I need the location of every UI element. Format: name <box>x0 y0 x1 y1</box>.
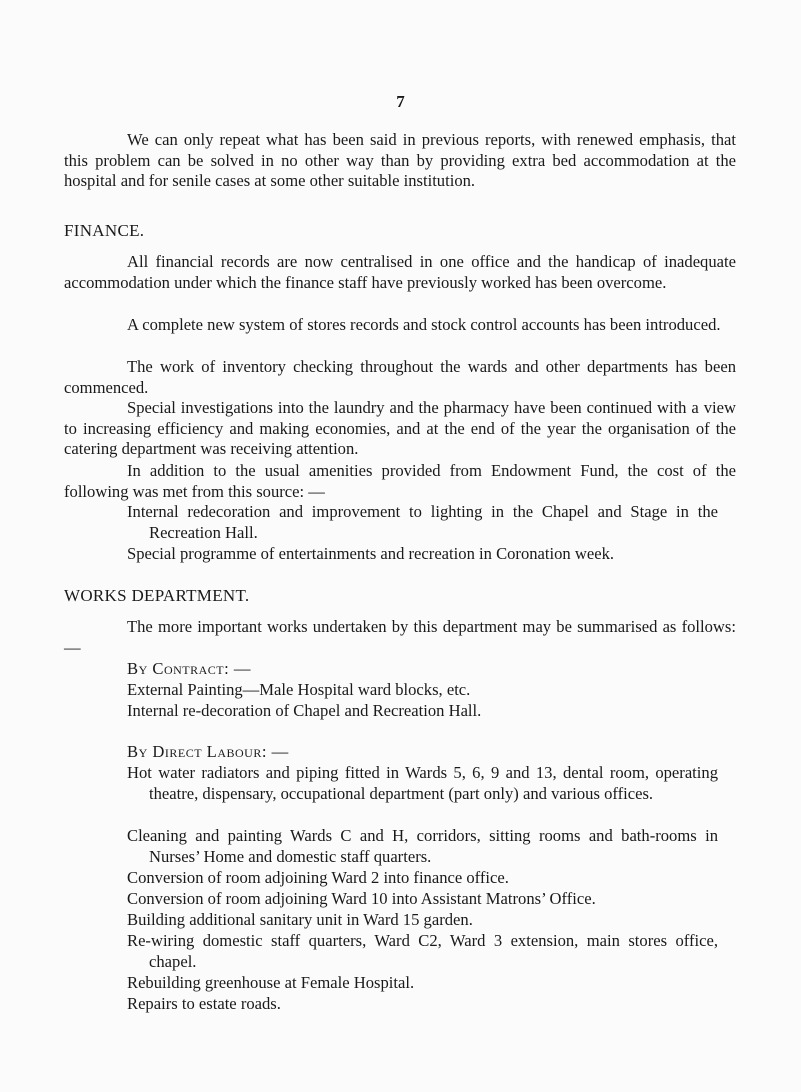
intro-paragraph: We can only repeat what has been said in previous reports, with renewed emphasis, that this problem can be solved in no other way than by providing extra bed accommodation at the hospital and for senile cases at some other suitable institution. <box>64 130 736 190</box>
finance-item-2: Special programme of entertainments and recreation in Coronation week. <box>127 544 615 563</box>
direct-item-8: Repairs to estate roads. <box>127 994 281 1013</box>
contract-item-1: External Painting—Male Hospital ward blocks, etc. <box>127 680 471 699</box>
finance-paragraph-5: In addition to the usual amenities provided from Endowment Fund, the cost of the following was met from this source: — <box>64 461 736 501</box>
direct-item-2: Cleaning and painting Wards C and H, corridors, sitting rooms and bath-rooms in Nurses’ Home and domestic staff quarters. <box>127 826 718 866</box>
finance-paragraph-3: The work of inventory checking throughout the wards and other departments has been commenced. <box>64 357 736 397</box>
direct-item-3: Conversion of room adjoining Ward 2 into finance office. <box>127 868 509 887</box>
finance-paragraph-1: All financial records are now centralised in one office and the handicap of inadequate accommodation under which the finance staff have previously worked has been overcome. <box>64 252 736 292</box>
finance-item-1: Internal redecoration and improvement to lighting in the Chapel and Stage in the Recreation Hall. <box>127 502 718 542</box>
direct-item-4: Conversion of room adjoining Ward 10 into Assistant Matrons’ Office. <box>127 889 596 908</box>
page-number: 7 <box>396 92 405 111</box>
works-heading: WORKS DEPARTMENT. <box>64 586 250 605</box>
by-contract-label: By Contract: — <box>127 659 251 678</box>
finance-paragraph-4: Special investigations into the laundry and the pharmacy have been continued with a view to increasing efficiency and making economies, and at the end of the year the organisation of the catering department was receiving attention. <box>64 398 736 458</box>
direct-item-7: Rebuilding greenhouse at Female Hospital. <box>127 973 415 992</box>
direct-item-5: Building additional sanitary unit in Ward 15 garden. <box>127 910 473 929</box>
contract-item-2: Internal re-decoration of Chapel and Recreation Hall. <box>127 701 482 720</box>
works-intro: The more important works undertaken by this department may be summarised as follows: — <box>64 617 736 657</box>
intro-section <box>64 130 736 192</box>
direct-item-6: Re-wiring domestic staff quarters, Ward C2, Ward 3 extension, main stores office, chapel. <box>127 931 718 971</box>
by-direct-labour-label: By Direct Labour: — <box>127 742 289 761</box>
finance-paragraph-2: A complete new system of stores records and stock control accounts has been introduced. <box>127 315 721 334</box>
direct-item-1: Hot water radiators and piping fitted in Wards 5, 6, 9 and 13, dental room, operating theatre, dispensary, occupational department (part only) and various offices. <box>127 763 718 803</box>
finance-heading: FINANCE. <box>64 221 145 240</box>
